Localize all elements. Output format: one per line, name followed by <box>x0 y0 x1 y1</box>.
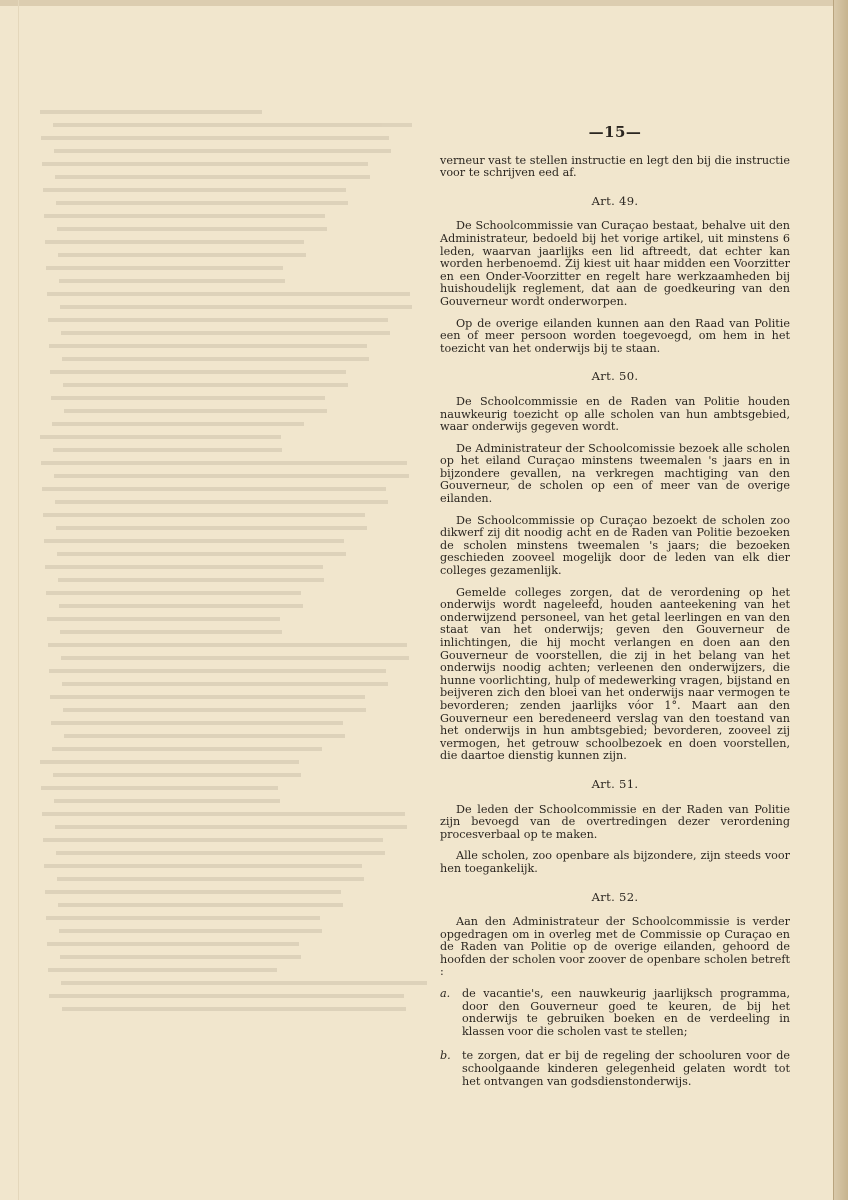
bleed-through-line <box>51 396 325 400</box>
bleed-through-line <box>49 344 367 348</box>
paragraph: De Schoolcommissie van Curaçao bestaat, behalve uit den Administrateur, bedoeld bij het vorige artikel, uit minstens 6 leden, waarvan jaarlijks een lid aftreedt, dat echter kan worden herbenoemd. Zij kiest uit haar midden een Voorzitter en een Onder-Voorzitter en regelt hare werkzaamheden bij huishoudelijk reglement, dat aan de goedkeuring van den Gouverneur wordt onderworpen. <box>440 219 790 308</box>
article-heading: Art. 50. <box>591 369 639 384</box>
bleed-through-line <box>41 786 278 790</box>
bleed-through-line <box>56 851 385 855</box>
bleed-through-line <box>58 578 324 582</box>
bleed-through-line <box>54 149 391 153</box>
bleed-through-line <box>54 799 280 803</box>
bleed-through-line <box>60 305 412 309</box>
paragraph: De Administrateur der Schoolcomissie bezoek alle scholen op het eiland Curaçao minstens tweemalen 's jaars en in bijzondere gevallen, na verkregen machtiging van den Gouverneur, de scholen op een of meer van de overige eilanden. <box>440 441 790 506</box>
bleed-through-line <box>58 253 306 257</box>
bleed-through-line <box>57 227 327 231</box>
list-item <box>440 988 790 1038</box>
bleed-through-line <box>52 422 304 426</box>
bleed-through-line <box>46 266 283 270</box>
bleed-through-line <box>56 201 348 205</box>
bleed-through-line <box>44 864 362 868</box>
bleed-through-line <box>62 682 388 686</box>
paragraph: verneur vast te stellen instructie en legt den bij die instructie voor te schrijven eed af. <box>440 153 790 180</box>
list-item-text: te zorgen, dat er bij de regeling der schooluren voor de schoolgaande kinderen gelegenheid gelaten wordt tot het ontvangen van godsdienstonderwijs. <box>462 1049 790 1088</box>
bleed-through-line <box>52 747 322 751</box>
bleed-through-line <box>43 188 346 192</box>
bleed-through-line <box>49 994 404 998</box>
bleed-through-line <box>40 435 281 439</box>
bleed-through-line <box>42 487 386 491</box>
list-item-marker: b. <box>440 1049 451 1063</box>
bleed-through-line <box>64 409 327 413</box>
bleed-through-line <box>54 474 409 478</box>
bleed-through-line <box>41 461 407 465</box>
page-right-edge <box>833 0 848 1200</box>
bleed-through-line <box>40 110 262 114</box>
paragraph: De leden der Schoolcommissie en der Raden van Politie zijn bevoegd van de overtredingen dezer verordening procesverbaal op te maken. <box>440 802 790 841</box>
bleed-through-line <box>61 981 427 985</box>
bleed-through-line <box>60 630 282 634</box>
bleed-through-line <box>57 877 364 881</box>
page-fold-line <box>18 0 19 1200</box>
bleed-through-line <box>60 955 301 959</box>
bleed-through-line <box>63 708 366 712</box>
bleed-through-line <box>48 968 277 972</box>
bleed-through-line <box>43 513 365 517</box>
bleed-through-line <box>44 539 344 543</box>
list-item <box>440 1050 790 1088</box>
bleed-through-line <box>53 773 301 777</box>
bleed-through-line <box>62 357 369 361</box>
bleed-through-line <box>47 942 299 946</box>
bleed-through-line <box>48 318 388 322</box>
bleed-through-line <box>47 617 280 621</box>
body-text <box>440 155 790 1089</box>
list-item-text: de vacantie's, een nauwkeurig jaarlijksch programma, door den Gouverneur goed te keuren, de bij het onderwijs te gebruiken boeken en de verdeeling in klassen voor die scholen vast te stellen; <box>462 987 790 1038</box>
article-heading: Art. 51. <box>591 776 639 791</box>
bleed-through-line <box>61 656 409 660</box>
bleed-through-line <box>45 240 304 244</box>
bleed-through-line <box>40 760 299 764</box>
bleed-through-line <box>55 500 388 504</box>
bleed-through-line <box>59 604 303 608</box>
bleed-through-line <box>56 526 367 530</box>
bleed-through-text <box>40 110 410 910</box>
paragraph: Alle scholen, zoo openbare als bijzondere, zijn steeds voor hen toegankelijk. <box>440 849 790 875</box>
paragraph: De Schoolcommissie en de Raden van Politie houden nauwkeurig toezicht op alle scholen van hun ambtsgebied, waar onderwijs gegeven wordt. <box>440 394 790 434</box>
bleed-through-line <box>42 812 405 816</box>
bleed-through-line <box>46 591 301 595</box>
bleed-through-line <box>53 123 412 127</box>
text-column <box>440 123 790 1100</box>
bleed-through-line <box>62 1007 406 1011</box>
page-top-edge <box>0 0 848 6</box>
bleed-through-line <box>50 370 346 374</box>
bleed-through-line <box>57 552 346 556</box>
bleed-through-line <box>45 565 323 569</box>
bleed-through-line <box>44 214 325 218</box>
bleed-through-line <box>51 721 343 725</box>
paragraph: Aan den Administrateur der Schoolcommissie is verder opgedragen om in overleg met de Commissie op Curaçao en de Raden van Politie op de overige eilanden, gehoord de hoofden der scholen voor zoover de openbare scholen betreft : <box>440 915 790 979</box>
paragraph: Op de overige eilanden kunnen aan den Raad van Politie een of meer persoon worden toegevoegd, om hem in het toezicht van het onderwijs bij te staan. <box>440 316 790 355</box>
paragraph: Gemelde colleges zorgen, dat de verordening op het onderwijs wordt nageleefd, houden aanteekening van het onderwijzend personeel, van het getal leerlingen en van den staat van het onderwijs; geven den Gouverneur de inlichtingen, die hij mocht verlangen en doen aan den Gouverneur de voorstellen, die zij in het belang van het onderwijs noodig achten; verleenen den onderwijzers, die hunne voorlichting, hulp of medewerking vragen, bijstand en beijveren zich den bloei van het onderwijs naar vermogen te bevorderen; zenden jaarlijks vóor 1°. Maart aan den Gouverneur een beredeneerd verslag van den toestand van het onderwijs in hun ambtsgebied; bevorderen, zooveel zij vermogen, het getrouw schoolbezoek en doen voorstellen, die daartoe dienstig kunnen zijn. <box>440 585 790 763</box>
bleed-through-line <box>43 838 383 842</box>
bleed-through-line <box>59 929 322 933</box>
list-item-marker: a. <box>440 987 451 1001</box>
bleed-through-line <box>53 448 282 452</box>
bleed-through-line <box>63 383 348 387</box>
bleed-through-line <box>42 162 368 166</box>
bleed-through-line <box>47 292 410 296</box>
bleed-through-line <box>46 916 320 920</box>
bleed-through-line <box>61 331 390 335</box>
bleed-through-line <box>58 903 343 907</box>
bleed-through-line <box>59 279 285 283</box>
page-number: —15— <box>588 123 642 141</box>
paragraph: De Schoolcommissie op Curaçao bezoekt de scholen zoo dikwerf zij dit noodig acht en de Raden van Politie bezoeken de scholen minstens tweemalen 's jaars; die bezoeken geschieden zooveel mogelijk door de leden van elk dier colleges gezamenlijk. <box>440 513 790 578</box>
bleed-through-line <box>41 136 389 140</box>
article-heading: Art. 49. <box>591 193 639 208</box>
bleed-through-line <box>45 890 341 894</box>
bleed-through-line <box>48 643 407 647</box>
bleed-through-line <box>55 825 407 829</box>
bleed-through-line <box>50 695 365 699</box>
bleed-through-line <box>49 669 386 673</box>
bleed-through-line <box>64 734 345 738</box>
bleed-through-line <box>55 175 370 179</box>
article-heading: Art. 52. <box>591 889 639 904</box>
